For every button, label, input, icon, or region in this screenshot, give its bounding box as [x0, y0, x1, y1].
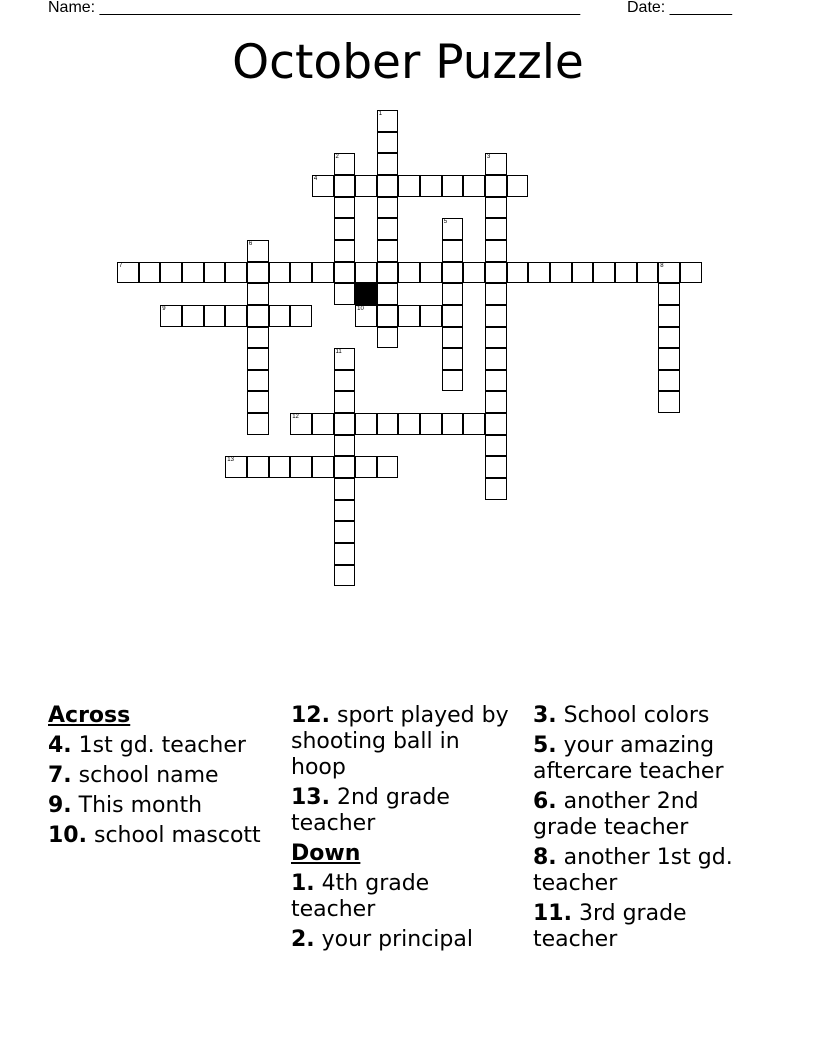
grid-cell[interactable]: [658, 262, 680, 284]
cell-number: 9: [162, 305, 166, 312]
cell-number: 8: [660, 262, 664, 269]
grid-cell[interactable]: [680, 262, 702, 284]
grid-cell[interactable]: [334, 175, 356, 197]
clue-column-3: [533, 703, 761, 957]
grid-cell[interactable]: [355, 305, 377, 327]
grid-cell[interactable]: [377, 110, 399, 132]
grid-cell[interactable]: [269, 456, 291, 478]
cell-number: 12: [292, 414, 299, 421]
grid-cell[interactable]: [182, 262, 204, 284]
grid-cell[interactable]: [247, 348, 269, 370]
grid-cell[interactable]: [442, 240, 464, 262]
grid-cell[interactable]: [420, 305, 442, 327]
grid-cell[interactable]: [485, 197, 507, 219]
grid-cell[interactable]: [507, 262, 529, 284]
grid-cell[interactable]: [334, 348, 356, 370]
grid-cell[interactable]: [377, 240, 399, 262]
grid-cell[interactable]: [312, 262, 334, 284]
grid-cell[interactable]: [355, 413, 377, 435]
grid-cell[interactable]: [398, 175, 420, 197]
grid-cell[interactable]: [485, 175, 507, 197]
grid-cell[interactable]: [269, 305, 291, 327]
grid-cell[interactable]: [334, 521, 356, 543]
grid-cell[interactable]: [334, 283, 356, 305]
grid-cell[interactable]: [334, 153, 356, 175]
grid-cell[interactable]: [485, 240, 507, 262]
grid-cell[interactable]: [463, 175, 485, 197]
cell-number: 1: [378, 111, 383, 117]
grid-cell[interactable]: [334, 543, 356, 565]
clue-down-1: 1. 4th grade teacher: [291, 871, 430, 922]
grid-cell-blocked: [355, 283, 377, 305]
grid-cell[interactable]: [615, 262, 637, 284]
grid-cell[interactable]: [334, 456, 356, 478]
grid-cell[interactable]: [398, 305, 420, 327]
grid-cell[interactable]: [334, 262, 356, 284]
grid-cell[interactable]: [377, 413, 399, 435]
grid-cell[interactable]: [247, 305, 269, 327]
grid-cell[interactable]: [312, 456, 334, 478]
clue-down-5: 5. your amazing aftercare teacher: [533, 733, 724, 784]
grid-cell[interactable]: [398, 413, 420, 435]
cell-number: 6: [248, 240, 253, 247]
grid-cell[interactable]: [398, 262, 420, 284]
grid-cell[interactable]: [334, 370, 356, 392]
grid-cell[interactable]: [334, 478, 356, 500]
grid-cell[interactable]: [312, 175, 334, 197]
grid-cell[interactable]: [355, 175, 377, 197]
grid-cell[interactable]: [334, 500, 356, 522]
grid-cell[interactable]: [485, 413, 507, 435]
grid-cell[interactable]: [485, 435, 507, 457]
across-heading: Across: [48, 703, 131, 728]
cell-number: 13: [227, 457, 234, 464]
grid-cell[interactable]: [225, 262, 247, 284]
grid-cell[interactable]: [377, 218, 399, 240]
grid-cell[interactable]: [290, 456, 312, 478]
grid-cell[interactable]: [658, 305, 680, 327]
page-title: October Puzzle: [232, 35, 584, 90]
grid-cell[interactable]: [377, 175, 399, 197]
grid-cell[interactable]: [507, 175, 529, 197]
clue-down-2: 2. your principal: [291, 927, 473, 952]
grid-cell[interactable]: [377, 283, 399, 305]
grid-cell[interactable]: [442, 283, 464, 305]
clue-column-1: [48, 703, 276, 853]
grid-cell[interactable]: [334, 218, 356, 240]
grid-cell[interactable]: [334, 413, 356, 435]
clue-across-7: 7. school name: [48, 763, 219, 788]
grid-cell[interactable]: [463, 413, 485, 435]
grid-cell[interactable]: [160, 262, 182, 284]
grid-cell[interactable]: [247, 240, 269, 262]
cell-number: 4: [313, 175, 318, 182]
grid-cell[interactable]: [334, 391, 356, 413]
grid-cell[interactable]: [485, 153, 507, 175]
cell-number: 10: [357, 305, 364, 312]
grid-cell[interactable]: [485, 305, 507, 327]
cell-number: 2: [335, 154, 339, 161]
grid-cell[interactable]: [247, 413, 269, 435]
grid-cell[interactable]: [355, 262, 377, 284]
grid-cell[interactable]: [247, 327, 269, 349]
grid-cell[interactable]: [377, 262, 399, 284]
clue-across-9: 9. This month: [48, 793, 203, 818]
down-heading: Down: [291, 841, 361, 866]
grid-cell[interactable]: [355, 456, 377, 478]
grid-cell[interactable]: [334, 197, 356, 219]
grid-cell[interactable]: [593, 262, 615, 284]
grid-cell[interactable]: [637, 262, 659, 284]
grid-cell[interactable]: [528, 262, 550, 284]
grid-cell[interactable]: [247, 262, 269, 284]
grid-cell[interactable]: [442, 218, 464, 240]
grid-cell[interactable]: [290, 305, 312, 327]
grid-cell[interactable]: [182, 305, 204, 327]
grid-cell[interactable]: [420, 175, 442, 197]
clue-across-12: 12. sport played by shooting ball in hoop: [291, 703, 509, 780]
grid-cell[interactable]: [442, 370, 464, 392]
grid-cell[interactable]: [225, 305, 247, 327]
grid-cell[interactable]: [269, 262, 291, 284]
clue-down-11: 11. 3rd grade teacher: [533, 901, 687, 952]
grid-cell[interactable]: [420, 413, 442, 435]
grid-cell[interactable]: [420, 262, 442, 284]
grid-cell[interactable]: [334, 565, 356, 587]
grid-cell[interactable]: [139, 262, 161, 284]
grid-cell[interactable]: [485, 456, 507, 478]
grid-cell[interactable]: [334, 435, 356, 457]
grid-cell[interactable]: [377, 456, 399, 478]
grid-cell[interactable]: [485, 370, 507, 392]
cell-number: 3: [487, 154, 491, 161]
clue-down-3: 3. School colors: [533, 703, 710, 728]
grid-cell[interactable]: [312, 413, 334, 435]
grid-cell[interactable]: [247, 391, 269, 413]
grid-cell[interactable]: [377, 153, 399, 175]
grid-cell[interactable]: [658, 391, 680, 413]
grid-cell[interactable]: [247, 456, 269, 478]
grid-cell[interactable]: [485, 391, 507, 413]
grid-cell[interactable]: [442, 348, 464, 370]
grid-cell[interactable]: [225, 456, 247, 478]
grid-cell[interactable]: [290, 413, 312, 435]
grid-cell[interactable]: [377, 327, 399, 349]
clue-down-8: 8. another 1st gd. teacher: [533, 845, 733, 896]
date-field-label: Date: _______: [627, 0, 732, 16]
clue-across-10: 10. school mascott: [48, 823, 261, 848]
clue-across-13: 13. 2nd grade teacher: [291, 785, 450, 836]
grid-cell[interactable]: [658, 370, 680, 392]
grid-cell[interactable]: [290, 262, 312, 284]
grid-cell[interactable]: [160, 305, 182, 327]
grid-cell[interactable]: [377, 305, 399, 327]
cell-number: 7: [119, 262, 123, 269]
grid-cell[interactable]: [334, 240, 356, 262]
grid-cell[interactable]: [247, 283, 269, 305]
grid-cell[interactable]: [572, 262, 594, 284]
grid-cell[interactable]: [658, 327, 680, 349]
name-field-label: Name: ______________________________________________________: [48, 0, 581, 16]
grid-cell[interactable]: [442, 262, 464, 284]
grid-cell[interactable]: [247, 370, 269, 392]
grid-cell[interactable]: [658, 283, 680, 305]
grid-cell[interactable]: [485, 283, 507, 305]
grid-cell[interactable]: [204, 305, 226, 327]
cell-number: 11: [335, 349, 342, 356]
grid-cell[interactable]: [442, 413, 464, 435]
grid-cell[interactable]: [463, 262, 485, 284]
grid-cell[interactable]: [485, 218, 507, 240]
grid-cell[interactable]: [485, 348, 507, 370]
grid-cell[interactable]: [550, 262, 572, 284]
cell-number: 5: [443, 219, 448, 226]
grid-cell[interactable]: [204, 262, 226, 284]
grid-cell[interactable]: [377, 197, 399, 219]
grid-cell[interactable]: [485, 478, 507, 500]
clue-down-6: 6. another 2nd grade teacher: [533, 789, 699, 840]
grid-cell[interactable]: [485, 327, 507, 349]
grid-cell[interactable]: [442, 175, 464, 197]
clue-across-4: 4. 1st gd. teacher: [48, 733, 246, 758]
grid-cell[interactable]: [658, 348, 680, 370]
clue-column-2: [291, 703, 519, 957]
grid-cell[interactable]: [442, 327, 464, 349]
grid-cell[interactable]: [377, 132, 399, 154]
grid-cell[interactable]: [442, 305, 464, 327]
grid-cell[interactable]: [117, 262, 139, 284]
grid-cell[interactable]: [485, 262, 507, 284]
